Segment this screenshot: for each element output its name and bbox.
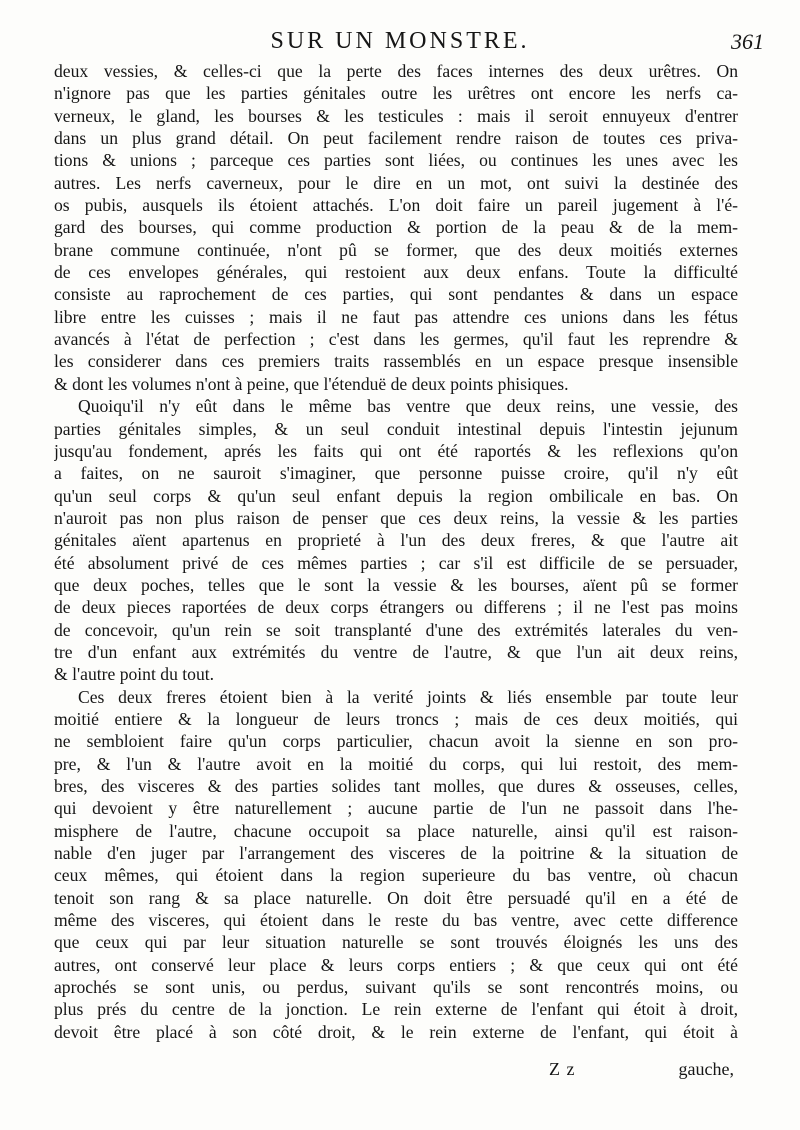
text-line: les considerer dans ces premiers traits rassemblés en un espace presque insensible <box>54 351 738 372</box>
text-line: avancés à l'état de perfection ; c'est dans les germes, qu'il faut les reprendre & <box>54 329 738 350</box>
text-line: autres, ont conservé leur place & leurs corps entiers ; & que ceux qui ont été <box>54 954 738 975</box>
text-line: plus prés du centre de la jonction. Le rein externe de l'enfant qui étoit à droit, <box>54 999 738 1020</box>
signature-mark: Z z <box>549 1059 576 1079</box>
text-line: ceux mêmes, qui étoient dans la region superieure du bas ventre, où chacun <box>54 865 738 886</box>
text-line: deux vessies, & celles-ci que la perte des faces internes des deux urêtres. On <box>54 61 738 81</box>
text-line: tenoit son rang & sa place naturelle. On doit être persuadé qu'il en a été de <box>54 887 738 908</box>
text-line: a faites, on ne sauroit s'imaginer, que personne puisse croire, qu'il n'y eût <box>54 463 738 484</box>
text-line: jusqu'au fondement, aprés les faits qui ont été raportés & les reflexions qu'on <box>54 440 738 461</box>
text-line: autres. Les nerfs caverneux, pour le dire en un mot, ont suivi la destinée des <box>54 172 738 193</box>
paragraph-end-line: & dont les volumes n'ont à peine, que l'étenduë de deux points phisiques. <box>54 373 569 394</box>
text-line: n'ignore pas que les parties génitales outre les urêtres ont encore les nerfs ca- <box>54 83 738 104</box>
running-head <box>0 26 800 56</box>
text-line: qu'un seul corps & qu'un seul enfant depuis la region ombilicale en bas. On <box>54 485 738 506</box>
text-line: verneux, le gland, les bourses & les testicules : mais il seroit ennuyeux d'entrer <box>54 105 738 126</box>
text-line: consiste au raprochement de ces parties, qui sont pendantes & dans un espace <box>54 284 738 305</box>
page-number: 361 <box>731 29 764 54</box>
text-line: de concevoir, qu'un rein se soit transplanté d'une des extrémités laterales du ven- <box>54 619 738 640</box>
catchword: gauche, <box>678 1059 734 1079</box>
text-line: tions & unions ; parceque ces parties sont liées, ou continues les unes avec les <box>54 150 738 171</box>
text-line: que ceux qui par leur situation naturelle se sont trouvés éloignés les uns des <box>54 932 738 953</box>
text-line: devoit être placé à son côté droit, & le rein externe de l'enfant, qui étoit à <box>54 1021 738 1042</box>
text-line: tre d'un enfant aux extrémités du ventre de l'autre, & que l'un ait deux reins, <box>54 641 738 662</box>
text-line: misphere de l'autre, chacune occupoit sa place naturelle, ainsi qu'il est raison- <box>54 820 738 841</box>
body-text <box>54 60 738 1043</box>
text-line: nable d'en juger par l'arrangement des visceres de la poitrine & la situation de <box>54 843 738 864</box>
text-line: aprochés se sont unis, ou perdus, suivant qu'ils se sont rencontrés moins, ou <box>54 977 738 998</box>
text-line: parties génitales simples, & un seul conduit intestinal depuis l'intestin jejunum <box>54 418 738 439</box>
text-line: n'auroit pas non plus raison de penser que ces deux reins, la vessie & les parties <box>54 507 738 528</box>
text-line: os pubis, ausquels ils étoient attachés. L'on doit faire un pareil jugement à l'é- <box>54 195 738 216</box>
text-line: pre, & l'un & l'autre avoit en la moitié du corps, qui lui restoit, des mem- <box>54 753 738 774</box>
text-line: même des visceres, qui étoient dans le reste du bas ventre, avec cette difference <box>54 910 738 931</box>
text-line: libre entre les cuisses ; mais il ne faut pas attendre ces unions dans les fétus <box>54 306 738 327</box>
page-footer <box>0 1056 800 1084</box>
paragraph-end-line: & l'autre point du tout. <box>54 664 215 685</box>
paragraph-first-line: Quoiqu'il n'y eût dans le même bas ventre que deux reins, une vessie, des <box>78 396 738 417</box>
text-line: gard des bourses, qui comme production & portion de la peau & de la mem- <box>54 217 738 238</box>
text-line: de deux pieces raportées de deux corps étrangers ou differens ; il ne l'est pas moins <box>54 597 738 618</box>
text-line: bres, des visceres & des parties solides tant molles, que dures & osseuses, celles, <box>54 776 738 796</box>
text-line: génitales aïent apartenus en proprieté à l'un des deux freres, & que l'autre ait <box>54 530 738 551</box>
paragraph-first-line: Ces deux freres étoient bien à la verité joints & liés ensemble par toute leur <box>78 686 738 707</box>
text-line: brane commune continuée, n'ont pû se former, que des deux moitiés externes <box>54 239 738 260</box>
text-line: de ces envelopes générales, qui restoient aux deux enfans. Toute la difficulté <box>54 262 738 283</box>
text-line: dans un plus grand détail. On peut facilement rendre raison de toutes ces priva- <box>54 128 738 149</box>
text-line: qui devoient y être naturellement ; aucune partie de l'un ne passoit dans l'he- <box>54 798 738 819</box>
text-line: ne sembloient faire qu'un corps particulier, chacun avoit la sienne en son pro- <box>54 731 738 752</box>
running-title: SUR UN MONSTRE. <box>270 28 530 54</box>
text-line: que deux poches, telles que le sont la vessie & les bourses, aïent pû se former <box>54 574 738 595</box>
text-line: moitié entiere & la longueur de leurs troncs ; mais de ces deux moitiés, qui <box>54 708 738 729</box>
text-line: été absolument privé de ces mêmes parties ; car s'il est difficile de se persuader, <box>54 552 738 573</box>
